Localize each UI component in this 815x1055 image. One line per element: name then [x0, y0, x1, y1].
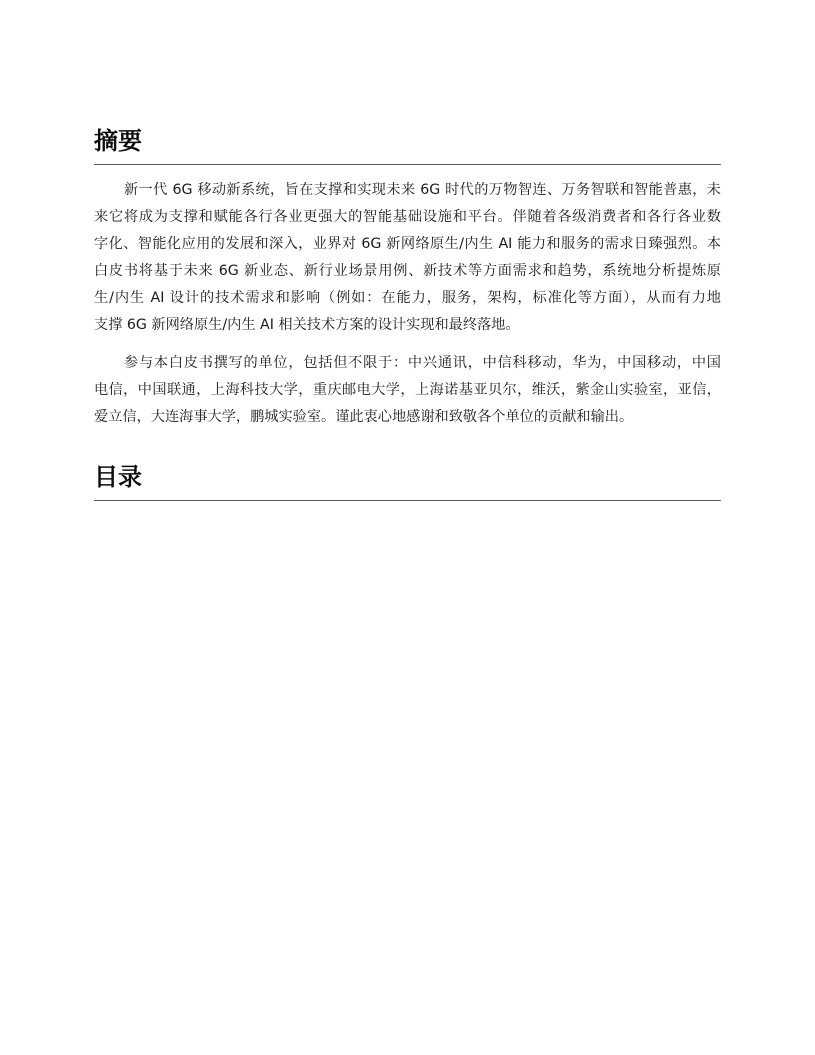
- paragraph-line: 白皮书将基于未来 6G 新业态、新行业场景用例、新技术等方面需求和趋势，系统地分析提炼原: [94, 263, 721, 279]
- abstract-paragraph-2: [94, 350, 721, 431]
- paragraph-line: 生/内生 AI 设计的技术需求和影响（例如：在能力，服务，架构，标准化等方面），从而有力地: [94, 290, 721, 306]
- paragraph-line: 新一代 6G 移动新系统，旨在支撑和实现未来 6G 时代的万物智连、万务智联和智能普惠，未: [124, 182, 721, 198]
- paragraph-line: 字化、智能化应用的发展和深入，业界对 6G 新网络原生/内生 AI 能力和服务的需求日臻强烈。本: [94, 236, 721, 252]
- paragraph-line: 爱立信，大连海事大学，鹏城实验室。谨此衷心地感谢和致敬各个单位的贡献和输出。: [94, 409, 634, 425]
- abstract-heading-rule: [94, 164, 721, 165]
- paragraph-line: 支撑 6G 新网络原生/内生 AI 相关技术方案的设计实现和最终落地。: [94, 317, 520, 333]
- toc-heading-rule: [94, 500, 721, 501]
- paragraph-line: 参与本白皮书撰写的单位，包括但不限于：中兴通讯，中信科移动，华为，中国移动，中国: [124, 355, 721, 371]
- abstract-paragraph-1: [94, 177, 721, 339]
- paragraph-line: 电信，中国联通，上海科技大学，重庆邮电大学，上海诺基亚贝尔，维沃，紫金山实验室，亚信，: [94, 382, 721, 398]
- toc-heading: 目录: [94, 463, 142, 491]
- paragraph-line: 来它将成为支撑和赋能各行各业更强大的智能基础设施和平台。伴随着各级消费者和各行各业数: [94, 209, 721, 225]
- abstract-heading: 摘要: [94, 127, 142, 155]
